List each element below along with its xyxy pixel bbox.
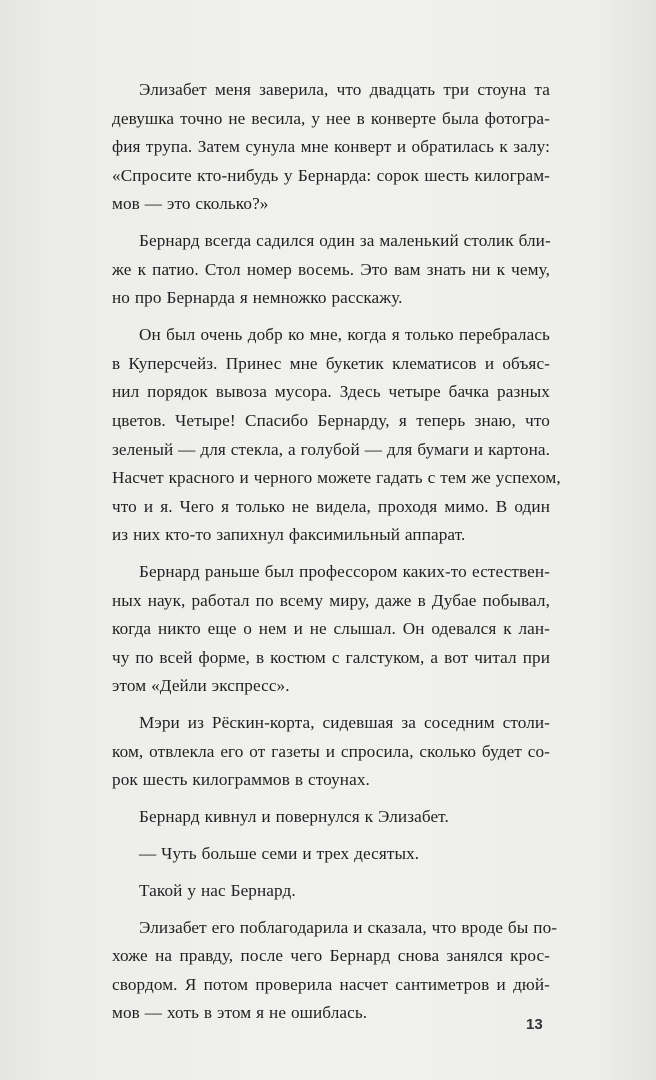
paragraph	[112, 558, 550, 701]
text-line: Бернард всегда садился один за маленький столик бли-	[139, 231, 551, 251]
text-line: из них кто-то запихнул факсимильный аппарат.	[112, 525, 466, 545]
text-line: хоже на правду, после чего Бернард снова занялся крос-	[112, 946, 550, 966]
text-line: же к патио. Стол номер восемь. Это вам знать ни к чему,	[112, 259, 550, 279]
text-line: зеленый — для стекла, а голубой — для бумаги и картона.	[112, 439, 550, 459]
text-line: чу по всей форме, в костюм с галстуком, а вот читал при	[112, 647, 550, 667]
paragraph	[112, 877, 550, 906]
text-line: ком, отвлекла его от газеты и спросила, сколько будет со-	[112, 741, 550, 761]
text-line: в Куперсчейз. Принес мне букетик клематисов и объяс-	[112, 353, 550, 373]
page-number: 13	[526, 1016, 543, 1033]
paragraph	[112, 709, 550, 795]
text-line: Мэри из Рёскин-корта, сидевшая за соседним столи-	[139, 713, 550, 733]
text-line: Бернард кивнул и повернулся к Элизабет.	[139, 807, 449, 827]
text-line: Бернард раньше был профессором каких-то естествен-	[139, 562, 550, 582]
paragraph	[112, 914, 558, 1028]
text-line: мов — это сколько?»	[112, 194, 269, 214]
text-line: ных наук, работал по всему миру, даже в Дубае побывал,	[112, 590, 550, 610]
text-line: нил порядок вывоза мусора. Здесь четыре бачка разных	[112, 382, 550, 402]
text-line: цветов. Четыре! Спасибо Бернарду, я теперь знаю, что	[112, 410, 550, 430]
text-line: Элизабет его поблагодарила и сказала, что вроде бы по-	[139, 917, 558, 937]
paragraph	[112, 227, 550, 313]
text-line: свордом. Я потом проверила насчет сантиметров и дюй-	[112, 974, 550, 994]
paragraph	[112, 803, 550, 832]
text-line: фия трупа. Затем сунула мне конверт и обратилась к залу:	[112, 137, 550, 157]
paragraph	[112, 76, 550, 219]
text-line: когда никто еще о нем и не слышал. Он одевался к лан-	[112, 619, 550, 639]
text-line: что и я. Чего я только не видела, проходя мимо. В один	[112, 496, 550, 516]
paragraph	[112, 840, 550, 869]
text-line: «Спросите кто-нибудь у Бернарда: сорок шесть килограм-	[112, 165, 550, 185]
text-line: девушка точно не весила, у нее в конверте была фотогра-	[112, 108, 550, 128]
text-line: — Чуть больше семи и трех десятых.	[139, 843, 420, 863]
text-line: этом «Дейли экспресс».	[112, 676, 290, 696]
text-line: Такой у нас Бернард.	[139, 880, 296, 900]
body-text	[112, 76, 561, 1028]
paragraph	[112, 321, 561, 550]
text-line: но про Бернарда я немножко расскажу.	[112, 288, 403, 308]
text-line: мов — хоть в этом я не ошиблась.	[112, 1003, 368, 1023]
text-line: Элизабет меня заверила, что двадцать три стоуна та	[139, 80, 550, 99]
text-line: Насчет красного и черного можете гадать с тем же успехом,	[112, 468, 561, 488]
text-line: рок шесть килограммов в стоунах.	[112, 770, 370, 790]
text-line: Он был очень добр ко мне, когда я только перебралась	[139, 325, 550, 345]
